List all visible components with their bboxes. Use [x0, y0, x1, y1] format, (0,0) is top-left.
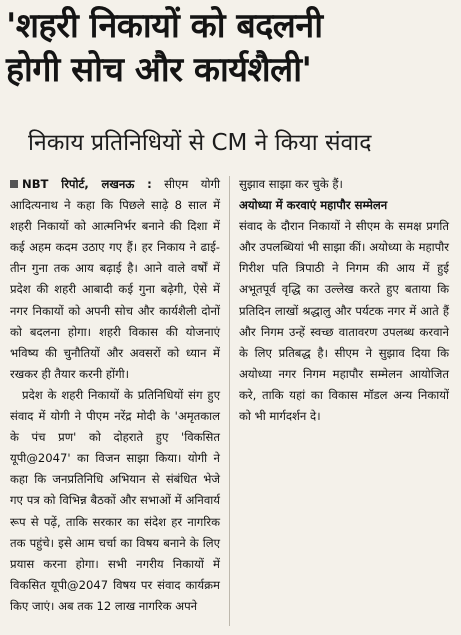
- paragraph-1-body: सीएम योगी आदित्यनाथ ने कहा कि पिछले साढ़े 8 साल में शहरी निकायों को आत्मनिर्भर बनाने की दिशा में कई अहम कदम उठाए गए हैं। हर निकाय ने ढाई-तीन गुना तक आय बढ़ाई है। आने वाले वर्षों में प्रदेश की शहरी आबादी कई गुना बढ़ेगी, ऐसे में नगर निकायों को अपनी सोच और कार्यशैली दोनों को बदलना होगा। शहरी विकास की योजनाएं भविष्य की चुनौतियों और अवसरों को ध्यान में रखकर ही तैयार करनी होंगी।: [10, 177, 220, 381]
- subheadline: निकाय प्रतिनिधियों से CM ने किया संवाद: [28, 130, 372, 156]
- article-paragraph-1: [10, 174, 220, 385]
- article-column-right: [239, 174, 449, 427]
- inline-subheading: अयोध्या में करवाएं महापौर सम्मेलन: [239, 198, 388, 213]
- article-column-left: [10, 174, 220, 617]
- byline: NBT रिपोर्ट, लखनऊ :: [22, 177, 152, 191]
- article-paragraph-2-continued: सुझाव साझा कर चुके हैं।: [239, 177, 343, 191]
- headline: [6, 4, 458, 92]
- article-paragraph-2: प्रदेश के शहरी निकायों के प्रतिनिधियों संग हुए संवाद में योगी ने पीएम नरेंद्र मोदी के 'अमृतकाल के पंच प्रण' को दोहराते हुए 'विकसित यूपी@2047' का विजन साझा किया। योगी ने कहा कि जनप्रतिनिधि अभियान से संबंधित भेजे गए पत्र को विभिन्न बैठकों और सभाओं में अनिवार्य रूप से पढ़ें, ताकि सरकार का संदेश हर नागरिक तक पहुंचे। इसे आम चर्चा का विषय बनाने के लिए प्रयास करना होगा। सभी नगरीय निकायों में विकसित यूपी@2047 विषय पर संवाद कार्यक्रम किए जाएं। अब तक 12 लाख नागरिक अपने: [10, 387, 220, 613]
- headline-line-2: होगी सोच और कार्यशैली': [6, 50, 312, 90]
- bullet-square-icon: [10, 180, 18, 188]
- article-paragraph-3: संवाद के दौरान निकायों ने सीएम के समक्ष प्रगति और उपलब्धियां भी साझा कीं। अयोध्या के महापौर गिरीश पति त्रिपाठी ने निगम की आय में हुई अभूतपूर्व वृद्धि का उल्लेख करते हुए बताया कि प्रतिदिन लाखों श्रद्धालु और पर्यटक नगर में आते हैं और निगम उन्हें स्वच्छ वातावरण उपलब्ध करवाने के लिए प्रतिबद्ध है। सीएम ने सुझाव दिया कि अयोध्या नगर निगम महापौर सम्मेलन आयोजित करे, ताकि यहां का विकास मॉडल अन्य निकायों को भी मार्गदर्शन दे।: [239, 219, 449, 424]
- column-divider: [229, 176, 230, 626]
- headline-line-1: 'शहरी निकायों को बदलनी: [6, 6, 323, 46]
